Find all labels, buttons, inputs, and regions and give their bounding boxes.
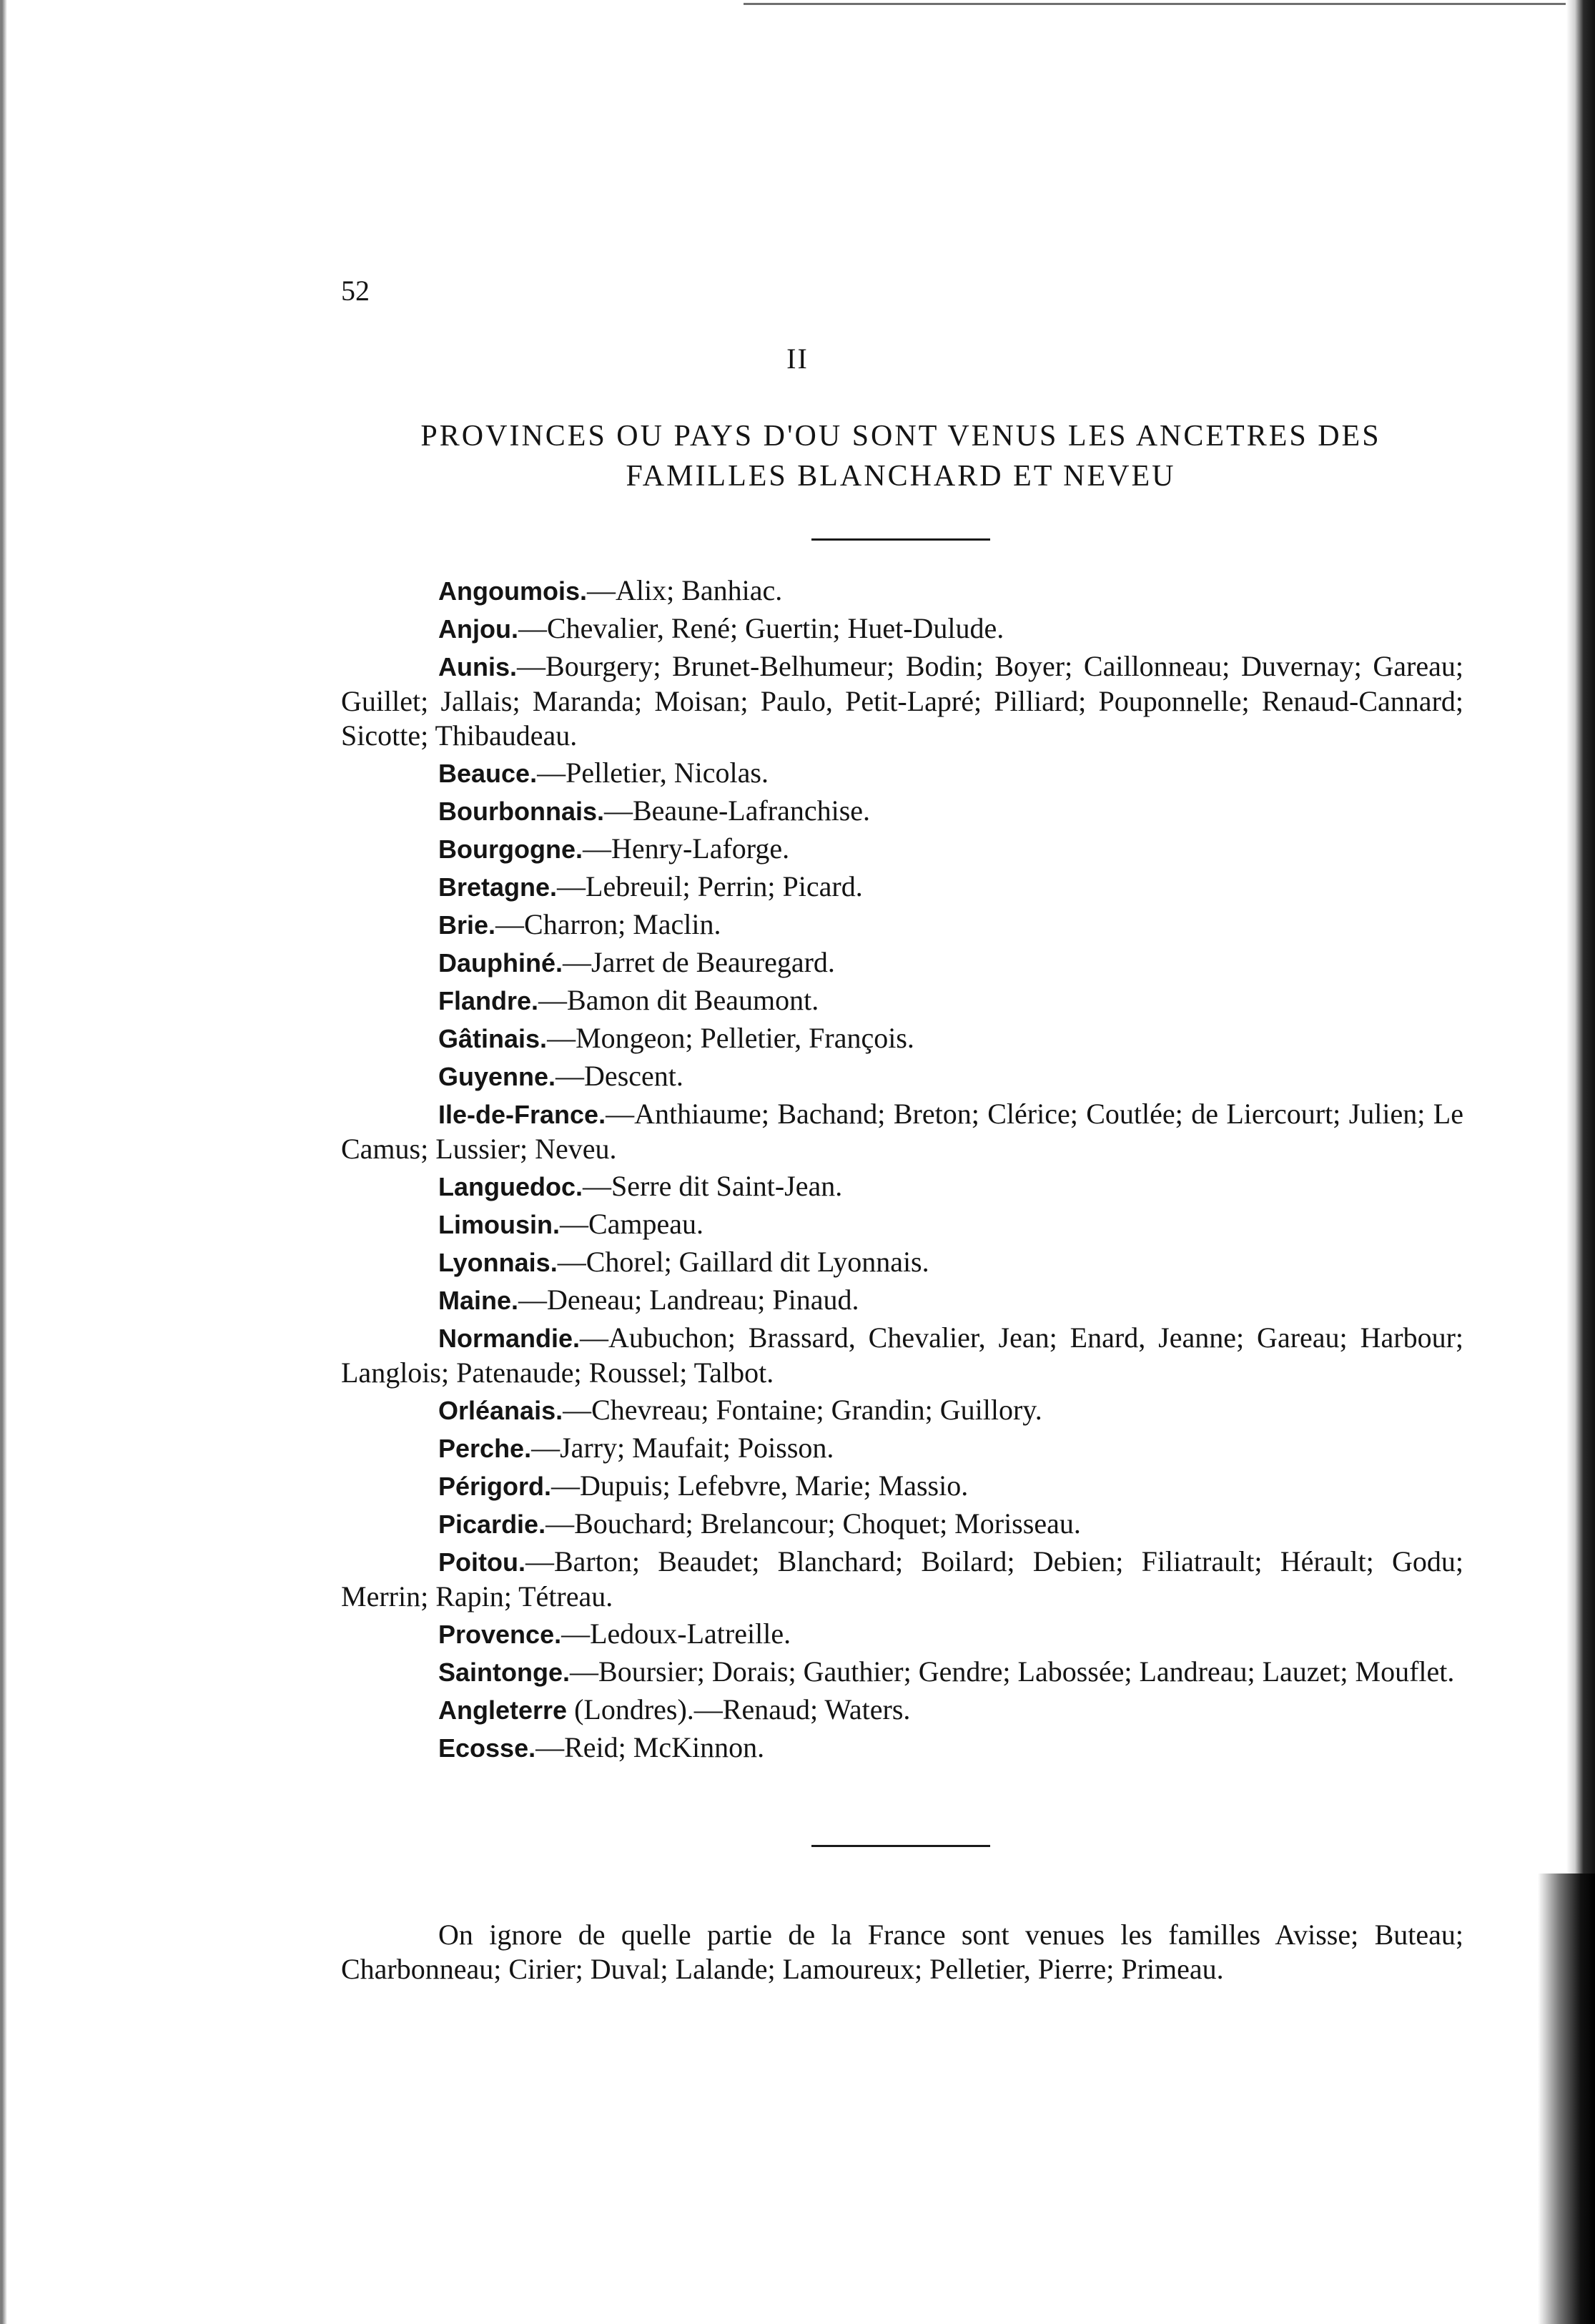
family-names: —Reid; McKinnon. — [535, 1731, 765, 1763]
province-name: Dauphiné. — [438, 948, 563, 978]
province-entry-provence — [341, 1617, 1463, 1652]
family-names: —Bamon dit Beaumont. — [538, 984, 819, 1016]
province-entry-brie — [341, 907, 1463, 942]
province-name: Ecosse. — [438, 1733, 536, 1763]
province-name: Angoumois. — [438, 576, 587, 606]
family-names: —Jarry; Maufait; Poisson. — [531, 1432, 834, 1464]
province-entry-flandre — [341, 983, 1463, 1018]
family-names: —Chorel; Gaillard dit Lyonnais. — [557, 1246, 929, 1278]
family-names: —Anthiaume; Bachand; Breton; Clérice; Coutlée; de Liercourt; Julien; Le Camus; Lussier; Neveu. — [341, 1098, 1463, 1165]
province-entry-bourbonnais — [341, 794, 1463, 829]
closing-note: On ignore de quelle partie de la France sont venues les familles Avisse; Buteau; Charbonneau; Cirier; Duval; Lalande; Lamoureux; Pelletier, Pierre; Primeau. — [341, 1919, 1463, 1985]
province-name: Beauce. — [438, 759, 538, 788]
province-entry-bretagne — [341, 870, 1463, 905]
family-names: —Bouchard; Brelancour; Choquet; Morisseau. — [545, 1507, 1081, 1540]
province-entry-orleanais — [341, 1393, 1463, 1428]
province-entry-ecosse — [341, 1730, 1463, 1766]
province-name: Poitou. — [438, 1547, 525, 1577]
province-list — [341, 573, 1463, 1768]
province-entry-bourgogne — [341, 832, 1463, 867]
family-names: —Mongeon; Pelletier, François. — [547, 1022, 914, 1054]
province-name: Maine. — [438, 1286, 519, 1315]
province-entry-perigord — [341, 1469, 1463, 1504]
family-names: —Pelletier, Nicolas. — [537, 757, 769, 789]
province-entry-beauce — [341, 756, 1463, 791]
province-name: Ile-de-France. — [438, 1100, 606, 1129]
province-entry-angleterre — [341, 1693, 1463, 1728]
province-name: Provence. — [438, 1620, 562, 1649]
family-names: —Jarret de Beauregard. — [563, 946, 835, 978]
province-entry-dauphine — [341, 945, 1463, 980]
section-numeral: II — [786, 343, 809, 375]
province-name: Guyenne. — [438, 1062, 556, 1091]
province-entry-saintonge — [341, 1655, 1463, 1690]
province-entry-lyonnais — [341, 1245, 1463, 1280]
family-names: —Barton; Beaudet; Blanchard; Boilard; Debien; Filiatrault; Hérault; Godu; Merrin; Rapin; Tétreau. — [341, 1545, 1463, 1612]
province-entry-languedoc — [341, 1169, 1463, 1204]
province-name: Flandre. — [438, 986, 539, 1015]
province-name: Aunis. — [438, 652, 518, 681]
family-names: —Aubuchon; Brassard, Chevalier, Jean; Enard, Jeanne; Gareau; Harbour; Langlois; Patenaude; Roussel; Talbot. — [341, 1321, 1463, 1389]
province-entry-aunis — [341, 649, 1463, 753]
family-names: —Deneau; Landreau; Pinaud. — [518, 1284, 859, 1316]
province-name: Bretagne. — [438, 872, 558, 902]
divider-top — [811, 538, 990, 541]
scan-edge-right-shadow — [1538, 1874, 1595, 2324]
province-name: Saintonge. — [438, 1658, 571, 1687]
family-names: —Beaune-Lafranchise. — [604, 794, 871, 827]
province-name: Angleterre — [438, 1695, 568, 1725]
province-entry-picardie — [341, 1507, 1463, 1542]
family-names: —Lebreuil; Perrin; Picard. — [557, 870, 863, 902]
family-names: —Descent. — [555, 1060, 683, 1092]
province-name: Anjou. — [438, 614, 518, 644]
province-name: Limousin. — [438, 1210, 560, 1239]
divider-bottom — [811, 1845, 990, 1847]
family-names: —Serre dit Saint-Jean. — [583, 1170, 843, 1202]
family-names: —Dupuis; Lefebvre, Marie; Massio. — [551, 1469, 969, 1502]
province-entry-maine — [341, 1283, 1463, 1318]
province-name: Lyonnais. — [438, 1248, 558, 1277]
page-heading: PROVINCES OU PAYS D'OU SONT VENUS LES ANCETRES DES FAMILLES BLANCHARD ET NEVEU — [420, 420, 1381, 493]
province-entry-poitou — [341, 1545, 1463, 1614]
province-name: Orléanais. — [438, 1396, 563, 1425]
province-entry-anjou — [341, 611, 1463, 646]
province-entry-normandie — [341, 1321, 1463, 1390]
province-name: Bourgogne. — [438, 834, 583, 864]
family-names: —Charron; Maclin. — [495, 908, 721, 940]
family-names: —Bourgery; Brunet-Belhumeur; Bodin; Boyer; Caillonneau; Duvernay; Gareau; Guillet; Jallais; Maranda; Moisan; Paulo, Petit-Lapré; Pilliard; Pouponnelle; Renaud-Cannard; Sicotte; Thibaudeau. — [341, 650, 1463, 752]
province-name: Périgord. — [438, 1472, 552, 1501]
family-names: —Henry-Laforge. — [582, 832, 790, 865]
scan-top-line — [744, 3, 1566, 5]
province-name: Picardie. — [438, 1510, 546, 1539]
province-entry-gatinais — [341, 1021, 1463, 1056]
province-entry-limousin — [341, 1207, 1463, 1242]
family-names: —Ledoux-Latreille. — [561, 1618, 791, 1650]
province-name: Gâtinais. — [438, 1024, 548, 1053]
family-names: —Chevreau; Fontaine; Grandin; Guillory. — [563, 1394, 1042, 1426]
province-name: Bourbonnais. — [438, 797, 604, 826]
page-number: 52 — [341, 275, 370, 307]
province-entry-perche — [341, 1431, 1463, 1466]
family-names: —Boursier; Dorais; Gauthier; Gendre; Labossée; Landreau; Lauzet; Mouflet. — [570, 1655, 1455, 1688]
province-name: Brie. — [438, 910, 496, 940]
province-name: Languedoc. — [438, 1172, 583, 1201]
province-entry-guyenne — [341, 1059, 1463, 1094]
family-names: (Londres).—Renaud; Waters. — [567, 1693, 911, 1725]
family-names: —Campeau. — [560, 1208, 704, 1240]
province-name: Perche. — [438, 1434, 532, 1463]
family-names: —Chevalier, René; Guertin; Huet-Dulude. — [518, 612, 1004, 644]
province-name: Normandie. — [438, 1324, 581, 1353]
province-entry-angoumois — [341, 573, 1463, 609]
province-entry-ile-de-france — [341, 1097, 1463, 1166]
family-names: —Alix; Banhiac. — [586, 574, 783, 606]
